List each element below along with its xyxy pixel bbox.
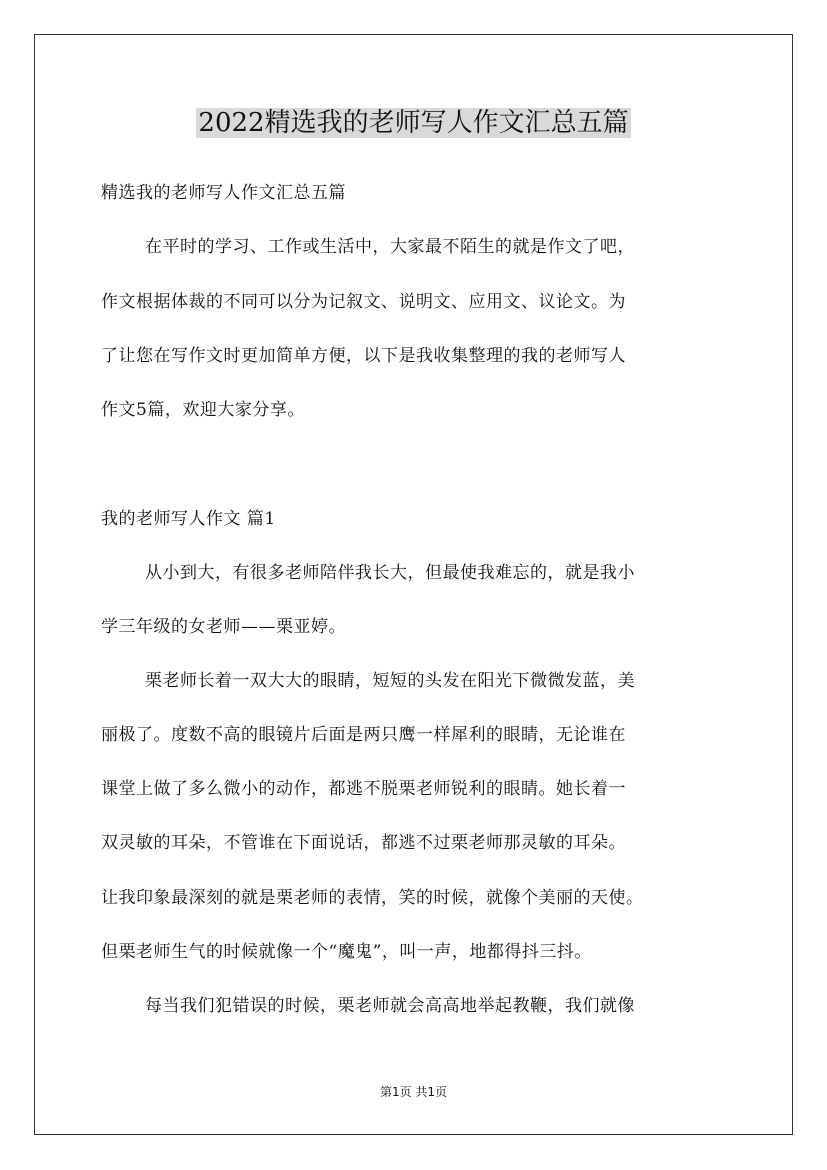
section-line-5: 课堂上做了多么微小的动作，都逃不脱栗老师锐利的眼睛。她长着一 xyxy=(101,779,626,799)
intro-line-3: 了让您在写作文时更加简单方便，以下是我收集整理的我的老师写人 xyxy=(101,346,626,366)
section-line-8: 但栗老师生气的时候就像一个“魔鬼”，叫一声，地都得抖三抖。 xyxy=(101,942,592,962)
section-line-2: 学三年级的女老师——栗亚婷。 xyxy=(101,617,346,637)
page-footer: 第1页 共1页 xyxy=(379,1085,448,1099)
section-line-9: 每当我们犯错误的时候，栗老师就会高高地举起教鞭，我们就像 xyxy=(145,996,635,1016)
section-line-4: 丽极了。度数不高的眼镜片后面是两只鹰一样犀利的眼睛，无论谁在 xyxy=(101,725,626,745)
section-heading: 我的老师写人作文 篇1 xyxy=(101,509,276,529)
intro-line-2: 作文根据体裁的不同可以分为记叙文、说明文、应用文、议论文。为 xyxy=(101,292,626,312)
intro-line-1: 在平时的学习、工作或生活中，大家最不陌生的就是作文了吧， xyxy=(145,237,635,257)
section-line-6: 双灵敏的耳朵，不管谁在下面说话，都逃不过栗老师那灵敏的耳朵。 xyxy=(101,833,626,853)
document-subtitle: 精选我的老师写人作文汇总五篇 xyxy=(101,183,346,203)
section-line-7: 让我印象最深刻的就是栗老师的表情，笑的时候，就像个美丽的天使。 xyxy=(101,888,644,908)
document-title: 2022精选我的老师写人作文汇总五篇 xyxy=(198,108,629,138)
section-line-1: 从小到大，有很多老师陪伴我长大，但最使我难忘的，就是我小 xyxy=(145,563,635,583)
intro-line-4: 作文5篇，欢迎大家分享。 xyxy=(101,400,305,420)
section-line-3: 栗老师长着一双大大的眼睛，短短的头发在阳光下微微发蓝，美 xyxy=(145,671,635,691)
